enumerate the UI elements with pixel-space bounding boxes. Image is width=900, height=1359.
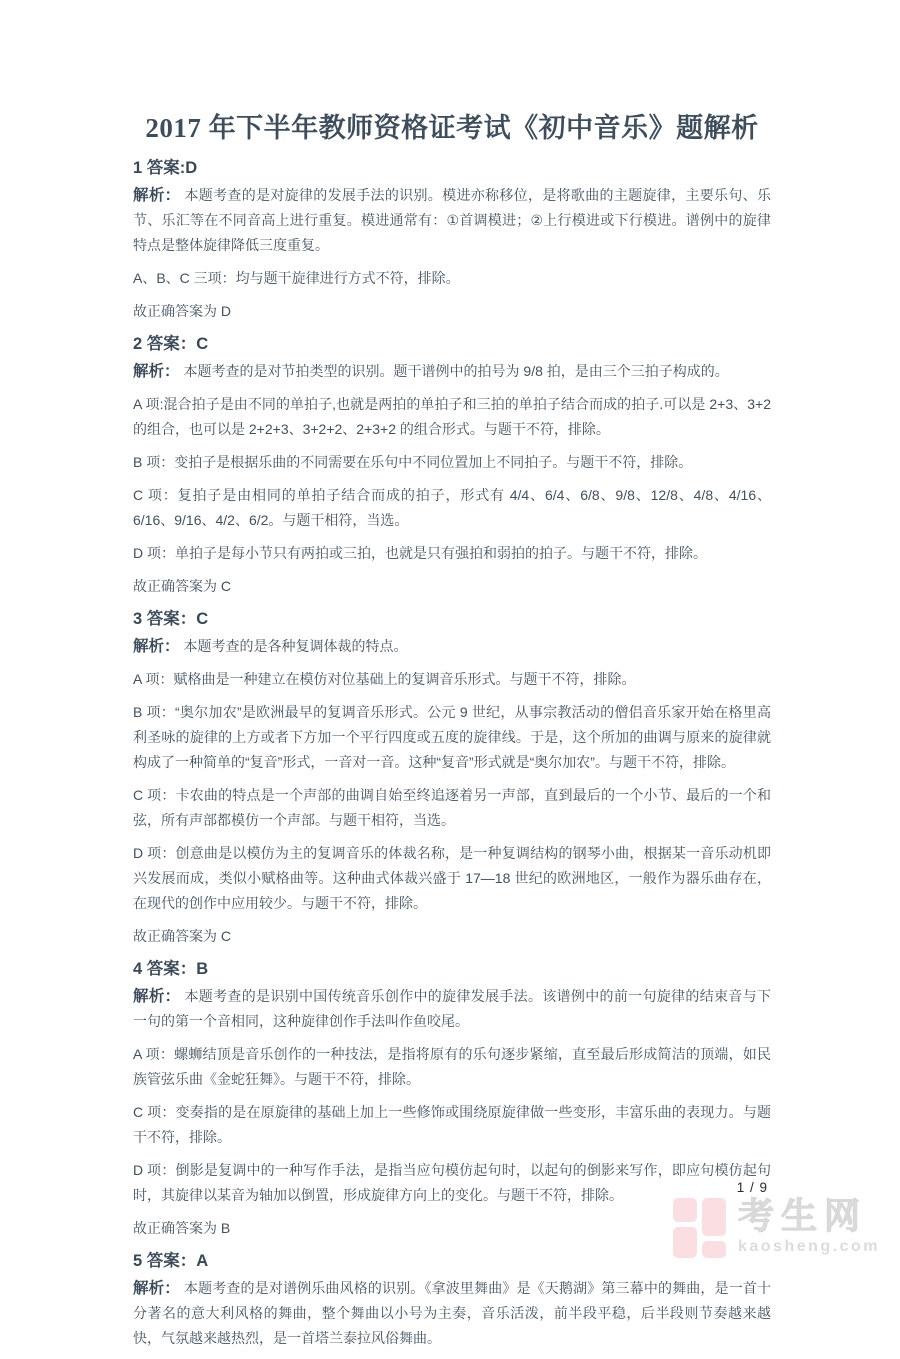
question-block — [133, 1249, 771, 1351]
paragraph-text: B 项：“奥尔加农”是欧洲最早的复调音乐形式。公元 9 世纪，从事宗教活动的僧侣音乐家开始在格里高利圣咏的旋律的上方或者下方加一个平行四度或五度的旋律线。于是，这个所加的曲调与原来的旋律就构成了一种简单的“复音”形式，一音对一音。这种“复音”形式就是“奥尔加农”。与题干不符，排除。 — [133, 704, 771, 770]
logo-site-name: 考生网 — [737, 1195, 867, 1236]
paragraph — [133, 266, 771, 291]
paragraph-text: A 项:混合拍子是由不同的单拍子,也就是两拍的单拍子和三拍的单拍子结合而成的拍子.可以是 2+3、3+2 的组合，也可以是 2+2+3、3+2+2、2+3+2 的组合形式。与题干不符，排除。 — [133, 396, 771, 437]
question-block — [133, 607, 771, 949]
analysis-label: 解析： — [133, 363, 180, 380]
paragraph-text: A、B、C 三项：均与题干旋律进行方式不符，排除。 — [133, 270, 460, 286]
question-answer-header: 1 答案:D — [133, 159, 198, 177]
paragraph — [133, 841, 771, 916]
logo-block-top-right — [702, 1198, 726, 1236]
paragraph — [133, 700, 771, 775]
paragraph — [133, 924, 771, 949]
paragraph — [133, 1042, 771, 1092]
paragraph-text: 本题考查的是对节拍类型的识别。题干谱例中的拍号为 9/8 拍，是由三个三拍子构成的。 — [183, 363, 729, 379]
paragraph-text: A 项：赋格曲是一种建立在模仿对位基础上的复调音乐形式。与题干不符，排除。 — [133, 671, 636, 687]
paragraph — [133, 483, 771, 533]
kaosheng-watermark-logo — [673, 1195, 880, 1258]
question-block — [133, 156, 771, 324]
paragraph — [133, 783, 771, 833]
logo-site-domain: kaosheng.com — [737, 1238, 880, 1255]
paragraph-text: 故正确答案为 B — [133, 1220, 231, 1236]
paragraph-text: B 项：变拍子是根据乐曲的不同需要在乐句中不同位置加上不同拍子。与题干不符，排除。 — [133, 454, 693, 470]
logo-block-bottom-left — [673, 1227, 697, 1258]
analysis-label: 解析： — [133, 187, 181, 204]
paragraph-text: 本题考查的是识别中国传统音乐创作中的旋律发展手法。该谱例中的前一句旋律的结束音与下一句的第一个音相同，这种旋律创作手法叫作鱼咬尾。 — [133, 988, 771, 1029]
paragraph — [133, 1276, 771, 1351]
paragraph — [133, 634, 771, 659]
paragraph-text: 故正确答案为 D — [133, 303, 231, 319]
paragraph-text: 本题考查的是对旋律的发展手法的识别。模进亦称移位，是将歌曲的主题旋律，主要乐句、乐节、乐汇等在不同音高上进行重复。模进通常有：①首调模进；②上行模进或下行模进。谱例中的旋律特点是整体旋律降低三度重复。 — [133, 187, 771, 253]
paragraph-text: 故正确答案为 C — [133, 928, 231, 944]
paragraph-text: 本题考查的是各种复调体裁的特点。 — [183, 638, 408, 654]
question-answer-header: 5 答案：A — [133, 1252, 209, 1270]
paragraph — [133, 359, 771, 384]
paragraph — [133, 392, 771, 442]
logo-text — [737, 1195, 880, 1255]
paragraph — [133, 450, 771, 475]
question-block — [133, 332, 771, 599]
analysis-label: 解析： — [133, 1280, 180, 1297]
paragraph-text: 故正确答案为 C — [133, 578, 231, 594]
paragraph — [133, 299, 771, 324]
paragraph — [133, 984, 771, 1034]
question-answer-header: 3 答案：C — [133, 610, 209, 628]
analysis-label: 解析： — [133, 988, 181, 1005]
page-number: 1 / 9 — [736, 1180, 768, 1195]
paragraph-text: D 项：倒影是复调中的一种写作手法，是指当应句模仿起句时，以起句的倒影来写作，即应句模仿起句时，其旋律以某音为轴加以倒置，形成旋律方向上的变化。与题干不符，排除。 — [133, 1162, 771, 1203]
paragraph — [133, 183, 771, 258]
paragraph-text: C 项：复拍子是由相同的单拍子结合而成的拍子，形式有 4/4、6/4、6/8、9/8、12/8、4/8、4/16、6/16、9/16、4/2、6/2。与题干相符，当选。 — [133, 487, 771, 528]
paragraph-text: A 项：螺蛳结顶是音乐创作的一种技法，是指将原有的乐句逐步紧缩，直至最后形成简洁的顶端，如民族管弦乐曲《金蛇狂舞》。与题干不符，排除。 — [133, 1046, 771, 1087]
document-title: 2017 年下半年教师资格证考试《初中音乐》题解析 — [145, 113, 759, 143]
question-answer-header: 2 答案：C — [133, 335, 209, 353]
question-answer-header: 4 答案：B — [133, 960, 209, 978]
paragraph-text: 本题考查的是对谱例乐曲风格的识别。《拿波里舞曲》是《天鹅湖》第三幕中的舞曲，是一首十分著名的意大利风格的舞曲，整个舞曲以小号为主奏，音乐活泼，前半段平稳，后半段则节奏越来越快，气氛越来越热烈，是一首塔兰泰拉风俗舞曲。 — [133, 1280, 771, 1346]
document-page — [133, 108, 771, 1359]
paragraph — [133, 574, 771, 599]
analysis-label: 解析： — [133, 638, 180, 655]
paragraph — [133, 541, 771, 566]
logo-block-top-left — [673, 1198, 697, 1222]
paragraph-text: D 项：创意曲是以模仿为主的复调音乐的体裁名称，是一种复调结构的钢琴小曲，根据某一音乐动机即兴发展而成，类似小赋格曲等。这种曲式体裁兴盛于 17—18 世纪的欧洲地区，一般作为器乐曲存在，在现代的创作中应用较少。与题干不符，排除。 — [133, 845, 771, 911]
paragraph-text: D 项：单拍子是每小节只有两拍或三拍，也就是只有强拍和弱拍的拍子。与题干不符，排除。 — [133, 545, 707, 561]
paragraph-text: C 项：卡农曲的特点是一个声部的曲调自始至终追逐着另一声部，直到最后的一个小节、最后的一个和弦，所有声部都模仿一个声部。与题干相符，当选。 — [133, 787, 771, 828]
paragraph — [133, 667, 771, 692]
paragraph-text: C 项：变奏指的是在原旋律的基础上加上一些修饰或围绕原旋律做一些变形，丰富乐曲的表现力。与题干不符，排除。 — [133, 1104, 771, 1145]
questions-container — [133, 156, 771, 1351]
kaosheng-logo-icon — [673, 1198, 726, 1258]
paragraph — [133, 1100, 771, 1150]
logo-block-bottom-right — [702, 1241, 726, 1258]
